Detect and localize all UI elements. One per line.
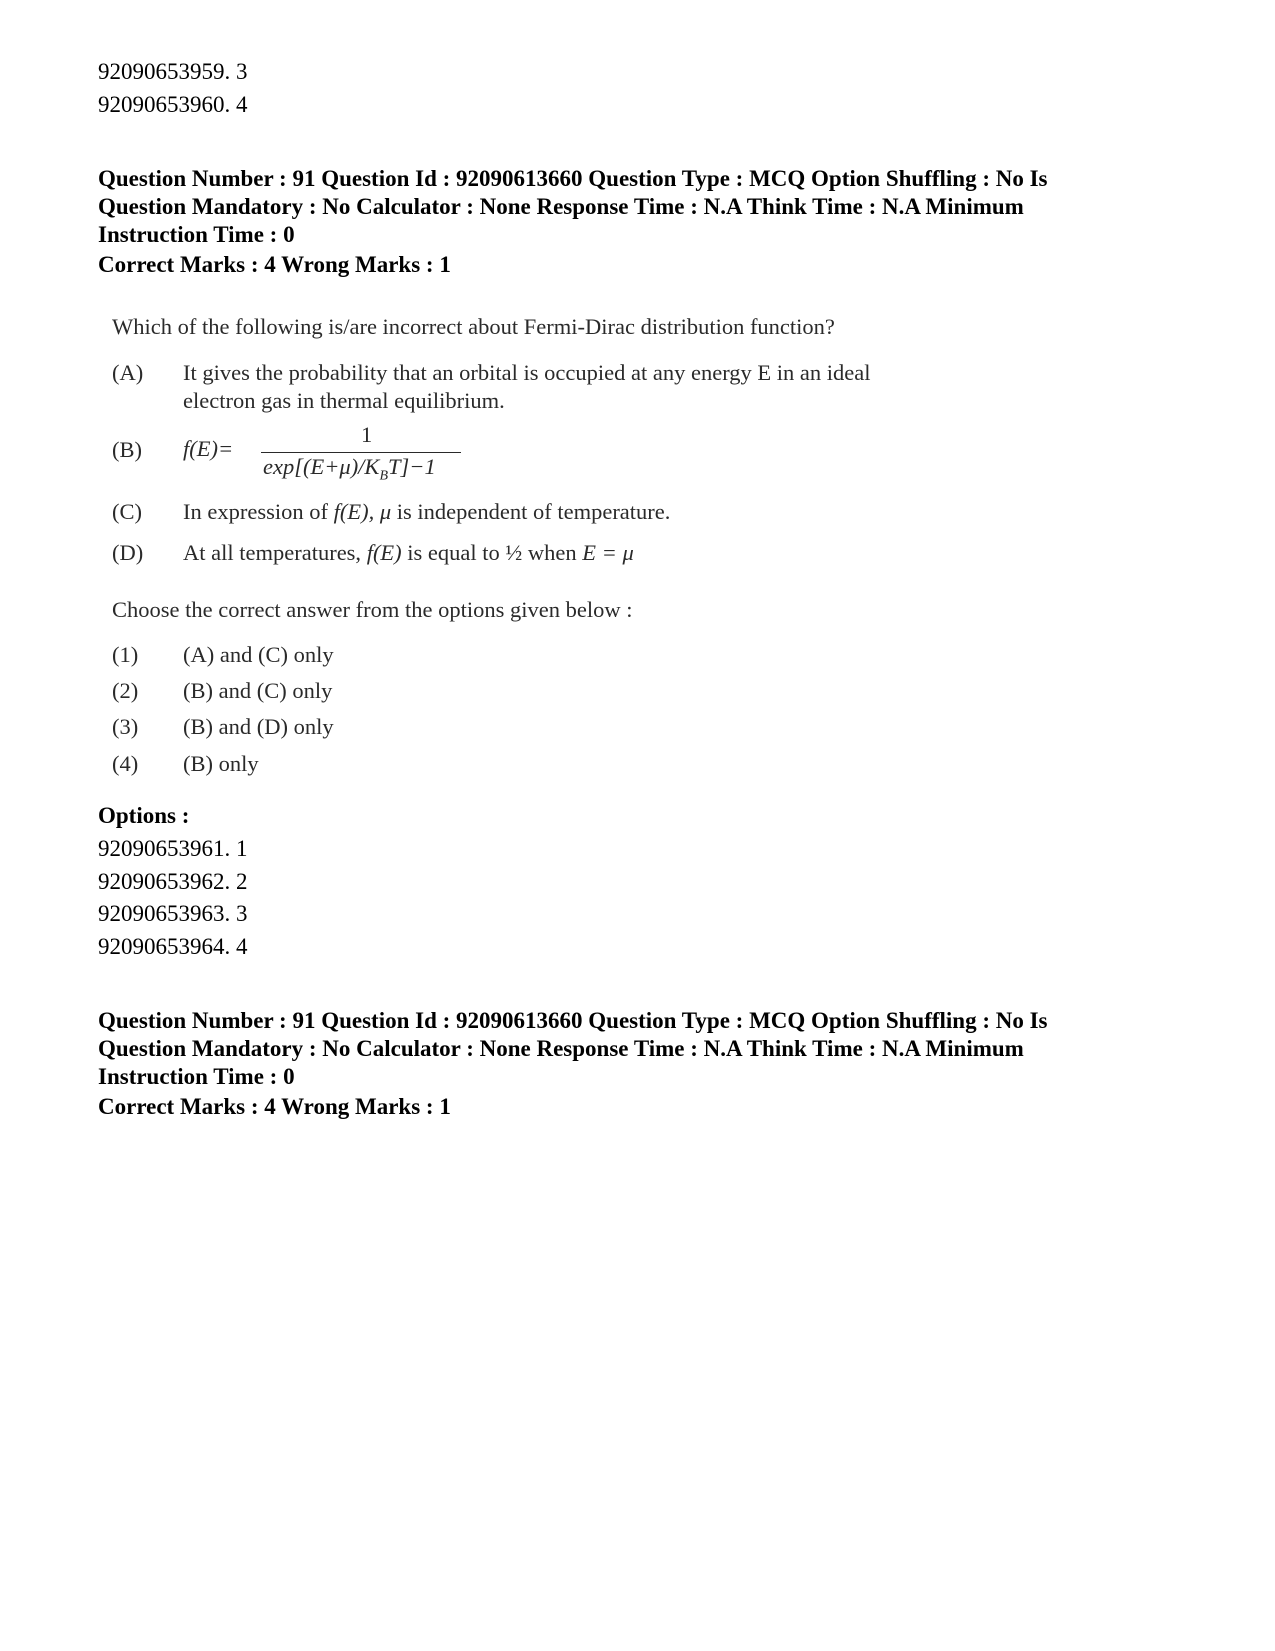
choice-3-num: (3) (112, 714, 139, 739)
statement-c-text (183, 497, 1083, 527)
choice-3-text: (B) and (D) only (183, 714, 334, 739)
statement-d-math-1: f(E) (366, 540, 402, 565)
statement-d-text (183, 538, 1083, 568)
question-meta-line-2: Question Mandatory : No Calculator : None Response Time : N.A Think Time : N.A Minimum (98, 194, 1024, 219)
choice-4-text: (B) only (183, 751, 259, 776)
formula-numerator: 1 (361, 422, 373, 447)
formula-denominator (263, 452, 436, 492)
question-marks: Correct Marks : 4 Wrong Marks : 1 (98, 252, 451, 277)
option-3: 92090653963. 3 (98, 901, 248, 926)
statement-a-label: (A) (112, 360, 144, 385)
options-heading: Options : (98, 803, 190, 828)
statement-c-label: (C) (112, 499, 142, 524)
choice-2-text: (B) and (C) only (183, 678, 333, 703)
option-4: 92090653964. 4 (98, 934, 248, 959)
question-meta-line-3: Instruction Time : 0 (98, 222, 295, 247)
formula-lhs: f(E)= (183, 436, 234, 461)
statement-c-pre: In expression of (183, 499, 334, 524)
statement-d-mid: is equal to ½ when (401, 540, 583, 565)
next-question-meta-line-2: Question Mandatory : No Calculator : None Response Time : N.A Think Time : N.A Minimum (98, 1036, 1024, 1061)
choose-instruction: Choose the correct answer from the options given below : (112, 597, 633, 622)
statement-c-post: is independent of temperature. (391, 499, 671, 524)
choice-4-num: (4) (112, 751, 139, 776)
next-question-marks: Correct Marks : 4 Wrong Marks : 1 (98, 1094, 451, 1119)
formula-subscript: B (379, 468, 389, 484)
formula-denominator-tail: T]−1 (388, 454, 436, 479)
statement-a-line-2: electron gas in thermal equilibrium. (183, 388, 505, 413)
option-2: 92090653962. 2 (98, 869, 248, 894)
question-prompt: Which of the following is/are incorrect about Fermi-Dirac distribution function? (112, 314, 835, 339)
question-meta-line-1: Question Number : 91 Question Id : 92090613660 Question Type : MCQ Option Shuffling : No Is (98, 166, 1048, 191)
statement-d-pre: At all temperatures, (183, 540, 367, 565)
choice-1-text: (A) and (C) only (183, 642, 334, 667)
statement-d-label: (D) (112, 540, 144, 565)
formula-denominator-main: exp[(E+μ)/K (263, 454, 380, 479)
next-question-meta-line-3: Instruction Time : 0 (98, 1064, 295, 1089)
statement-c-math: f(E), μ (333, 499, 392, 524)
statement-d-math-2: E = μ (582, 540, 634, 565)
option-1: 92090653961. 1 (98, 836, 248, 861)
prev-option-1: 92090653959. 3 (98, 59, 248, 84)
statement-b-label: (B) (112, 437, 142, 462)
question-meta (98, 165, 1188, 249)
choice-2-num: (2) (112, 678, 139, 703)
choice-1-num: (1) (112, 642, 139, 667)
prev-option-2: 92090653960. 4 (98, 92, 248, 117)
next-question-meta-line-1: Question Number : 91 Question Id : 92090613660 Question Type : MCQ Option Shuffling : No Is (98, 1008, 1048, 1033)
next-question-meta (98, 1007, 1188, 1091)
statement-a-line-1: It gives the probability that an orbital is occupied at any energy E in an ideal (183, 360, 871, 385)
